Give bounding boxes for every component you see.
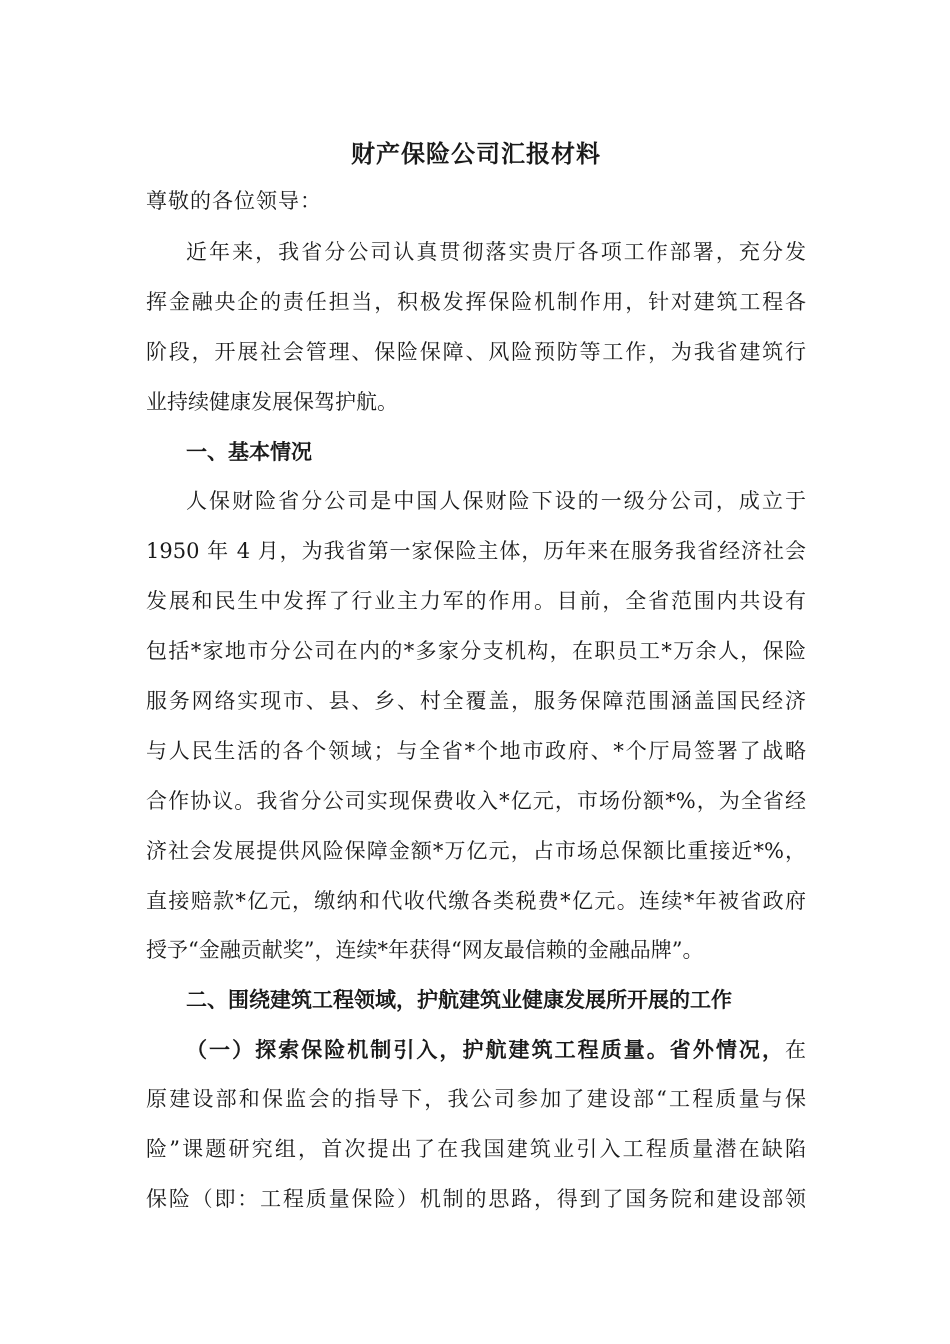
paragraph-line: 挥金融央企的责任担当，积极发挥保险机制作用，针对建筑工程各 [146, 290, 806, 314]
paragraph-line: 发展和民生中发挥了行业主力军的作用。目前，全省范围内共设有 [146, 589, 806, 613]
paragraph-line: 近年来，我省分公司认真贯彻落实贵厅各项工作部署，充分发 [186, 240, 806, 264]
paragraph-line: 阶段，开展社会管理、保险保障、风险预防等工作，为我省建筑行 [146, 340, 806, 364]
paragraph-line: 直接赔款*亿元，缴纳和代收代缴各类税费*亿元。连续*年被省政府 [146, 889, 806, 913]
paragraph-line: 保险（即：工程质量保险）机制的思路，得到了国务院和建设部领 [146, 1187, 806, 1211]
paragraph-line: 人保财险省分公司是中国人保财险下设的一级分公司，成立于 [186, 489, 806, 513]
paragraph-line [146, 1035, 806, 1065]
paragraph-text: 在 [785, 1038, 806, 1062]
section-heading: 二、围绕建筑工程领域，护航建筑业健康发展所开展的工作 [186, 987, 732, 1012]
paragraph-line: 险”课题研究组，首次提出了在我国建筑业引入工程质量潜在缺陷 [146, 1137, 806, 1161]
paragraph-line: 与人民生活的各个领域；与全省*个地市政府、*个厅局签署了战略 [146, 739, 806, 763]
section-heading: 一、基本情况 [186, 439, 312, 464]
paragraph-line: 授予“金融贡献奖”，连续*年获得“网友最信赖的金融品牌”。 [146, 938, 704, 962]
paragraph-line: 1950 年 4 月，为我省第一家保险主体，历年来在服务我省经济社会 [146, 539, 806, 563]
paragraph-line: 合作协议。我省分公司实现保费收入*亿元，市场份额*%，为全省经 [146, 789, 806, 813]
document-title: 财产保险公司汇报材料 [351, 139, 601, 168]
salutation: 尊敬的各位领导： [146, 189, 322, 213]
paragraph-line: 业持续健康发展保驾护航。 [146, 390, 398, 414]
paragraph-line: 包括*家地市分公司在内的*多家分支机构，在职员工*万余人，保险 [146, 639, 806, 663]
subsection-heading: （一）探索保险机制引入，护航建筑工程质量。省外情况， [186, 1037, 785, 1062]
paragraph-line: 服务网络实现市、县、乡、村全覆盖，服务保障范围涵盖国民经济 [146, 689, 806, 713]
paragraph-line: 济社会发展提供风险保障金额*万亿元，占市场总保额比重接近*%， [146, 839, 806, 863]
paragraph-line: 原建设部和保监会的指导下，我公司参加了建设部“工程质量与保 [146, 1087, 806, 1111]
